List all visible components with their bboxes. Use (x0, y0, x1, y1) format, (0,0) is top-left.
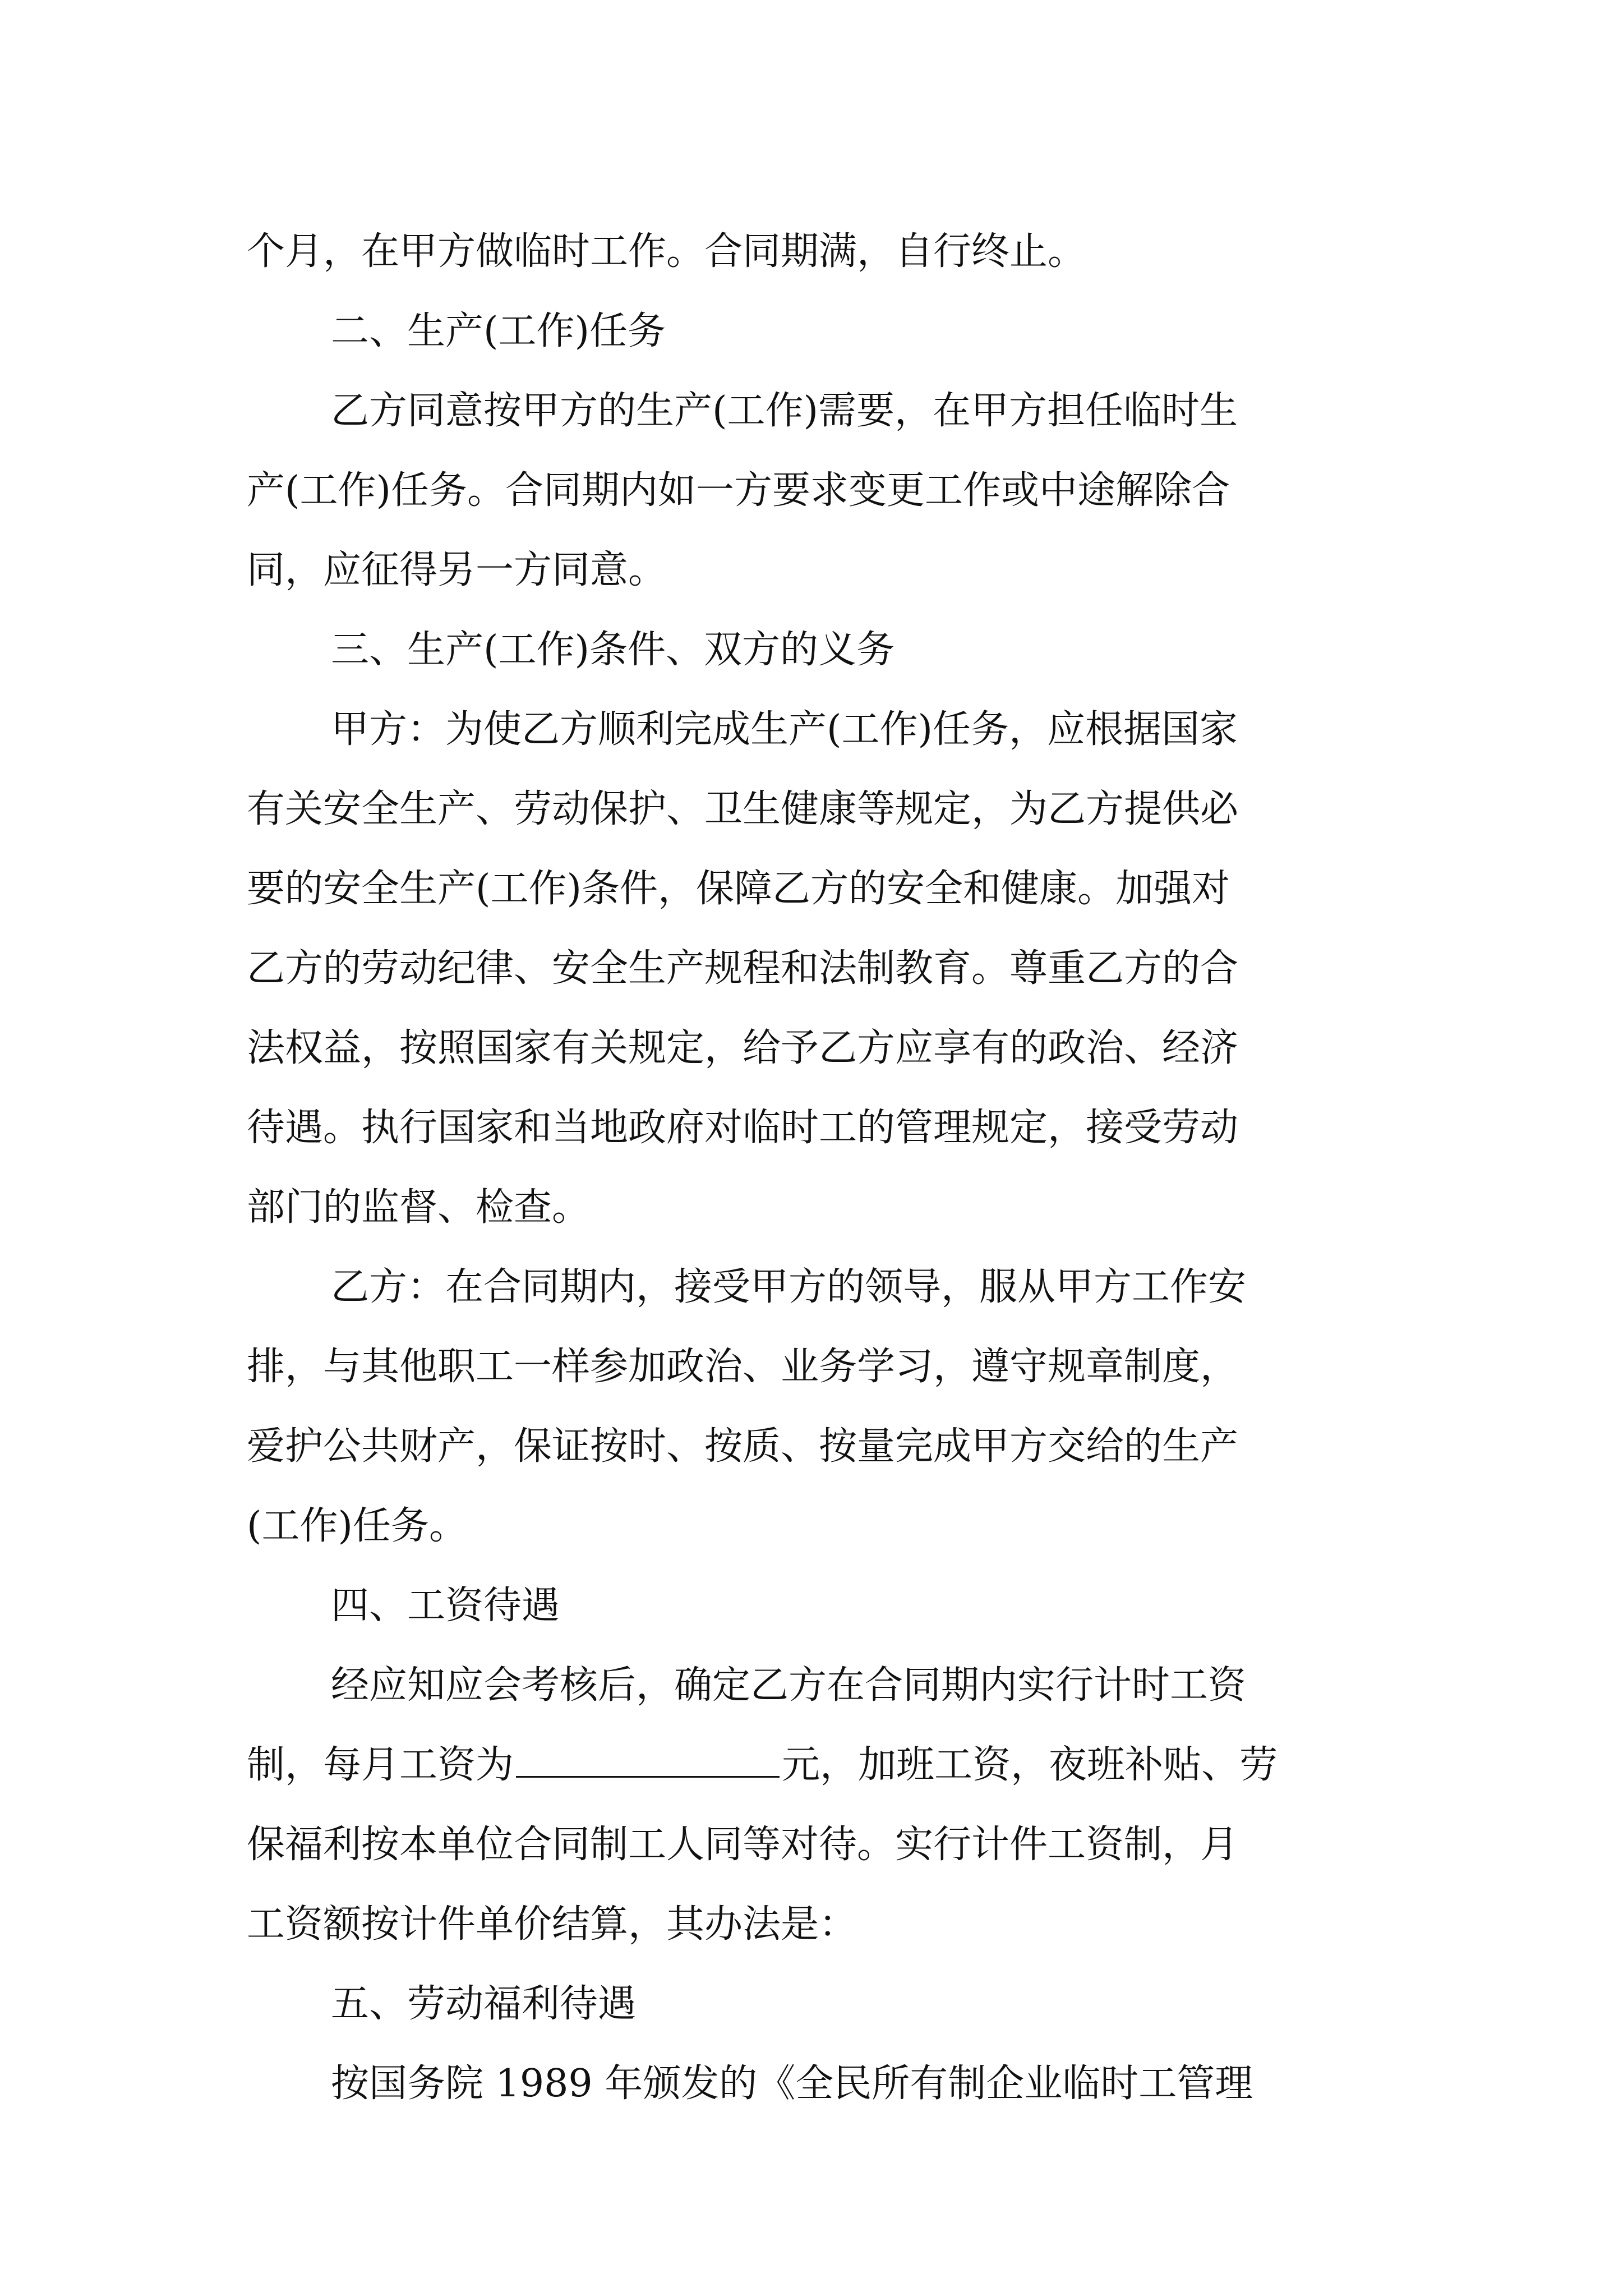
paragraph-line: 乙方同意按甲方的生产(工作)需要，在甲方担任临时生 (331, 389, 1238, 433)
paragraph-line: (工作)任务。 (247, 1504, 468, 1548)
paragraph-line: 乙方：在合同期内，接受甲方的领导，服从甲方工作安 (331, 1265, 1247, 1309)
paragraph-line: 爱护公共财产，保证按时、按质、按量完成甲方交给的生产 (247, 1424, 1239, 1469)
paragraph-line: 法权益，按照国家有关规定，给予乙方应享有的政治、经济 (247, 1026, 1239, 1070)
section-heading-welfare: 五、劳动福利待遇 (331, 1982, 637, 2026)
section-heading-task: 二、生产(工作)任务 (331, 309, 666, 353)
wage-amount-blank (516, 1742, 780, 1778)
paragraph-line: 待遇。执行国家和当地政府对临时工的管理规定，接受劳动 (247, 1106, 1239, 1150)
paragraph-line: 部门的监督、检查。 (247, 1185, 591, 1230)
paragraph-line: 产(工作)任务。合同期内如一方要求变更工作或中途解除合 (247, 468, 1230, 513)
document-body (247, 212, 1391, 2124)
paragraph-line: 同，应征得另一方同意。 (247, 548, 667, 592)
paragraph-line: 工资额按计件单价结算，其办法是： (247, 1902, 857, 1947)
paragraph-line: 个月，在甲方做临时工作。合同期满，自行终止。 (247, 229, 1086, 274)
paragraph-line: 有关安全生产、劳动保护、卫生健康等规定，为乙方提供必 (247, 787, 1239, 831)
paragraph-line: 排，与其他职工一样参加政治、业务学习，遵守规章制度， (247, 1345, 1239, 1389)
paragraph-line: 按国务院 1989 年颁发的《全民所有制企业临时工管理 (331, 2062, 1253, 2106)
section-heading-wages: 四、工资待遇 (331, 1584, 560, 1628)
paragraph-line: 保福利按本单位合同制工人同等对待。实行计件工资制，月 (247, 1823, 1239, 1867)
paragraph-line: 乙方的劳动纪律、安全生产规程和法制教育。尊重乙方的合 (247, 946, 1239, 991)
wage-line-suffix: 元，加班工资，夜班补贴、劳 (782, 1743, 1278, 1787)
paragraph-line: 经应知应会考核后，确定乙方在合同期内实行计时工资 (331, 1663, 1247, 1708)
paragraph-line: 甲方：为使乙方顺利完成生产(工作)任务，应根据国家 (331, 707, 1238, 752)
paragraph-line: 要的安全生产(工作)条件，保障乙方的安全和健康。加强对 (247, 867, 1230, 911)
wage-line (247, 1726, 1391, 1805)
wage-line-prefix: 制，每月工资为 (247, 1743, 514, 1787)
section-heading-conditions: 三、生产(工作)条件、双方的义务 (331, 628, 895, 672)
